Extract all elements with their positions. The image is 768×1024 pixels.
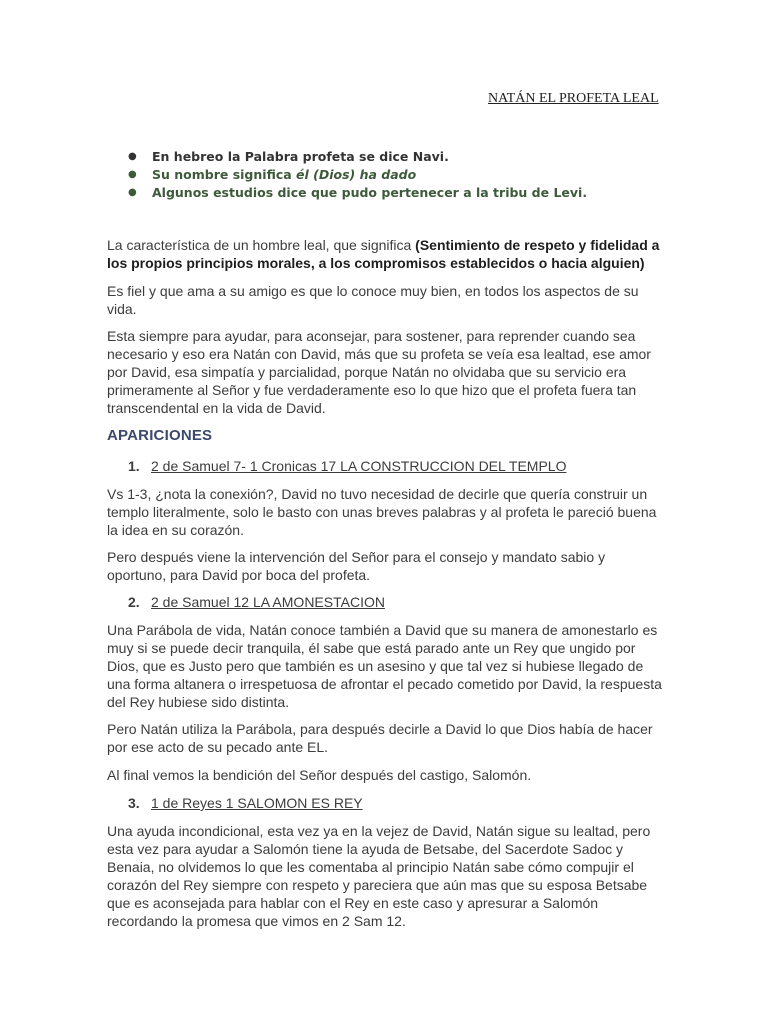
bullet-dot-icon: ● <box>128 187 137 198</box>
item-number: 3. <box>128 795 140 811</box>
numbered-item-1 <box>128 457 566 475</box>
item-2-paragraph-3: Al final vemos la bendición del Señor después del castigo, Salomón. <box>107 767 532 783</box>
section-heading: APARICIONES <box>107 427 213 444</box>
item-number: 1. <box>128 458 140 474</box>
bullet-text: Su nombre significa <box>152 167 297 182</box>
bullet-item <box>128 184 587 202</box>
bullet-text: En hebreo la Palabra profeta se dice Navi. <box>152 149 449 164</box>
item-1-paragraph-1: Vs 1-3, ¿nota la conexión?, David no tuvo necesidad de decirle que quería construir un templo literalmente, solo le basto con unas breves palabras y al profeta le pareció buena la idea en su corazón. <box>107 486 657 538</box>
item-label: 1 de Reyes 1 SALOMON ES REY <box>151 795 363 811</box>
bullet-list <box>128 148 587 202</box>
bullet-text: Algunos estudios dice que pudo pertenecer a la tribu de Levi. <box>152 185 588 200</box>
bullet-dot-icon: ● <box>128 169 137 180</box>
item-3-paragraph-1: Una ayuda incondicional, esta vez ya en la vejez de David, Natán sigue su lealtad, pero esta vez para ayudar a Salomón tiene la ayuda de Betsabe, del Sacerdote Sadoc y Benaia, no olvidemos lo que les comentaba al principio Natán sabe cómo compujir el corazón del Rey siempre con respeto y pareciera que aún mas que su esposa Betsabe que es aconsejada para hablar con el Rey en este caso y apresurar a Salomón recordando la promesa que vimos en 2 Sam 12. <box>107 823 651 929</box>
item-2-paragraph-2: Pero Natán utiliza la Parábola, para después decirle a David lo que Dios había de hacer por ese acto de su pecado ante EL. <box>107 721 653 755</box>
item-label: 2 de Samuel 7- 1 Cronicas 17 LA CONSTRUCCION DEL TEMPLO <box>151 458 567 474</box>
item-label: 2 de Samuel 12 LA AMONESTACION <box>151 594 385 610</box>
item-number: 2. <box>128 594 140 610</box>
paragraph-loyal-friend: Es fiel y que ama a su amigo es que lo conoce muy bien, en todos los aspectos de su vida. <box>107 283 639 317</box>
numbered-item-3 <box>128 794 363 812</box>
intro-paragraph <box>107 236 667 272</box>
bullet-item <box>128 148 587 166</box>
item-2-paragraph-1: Una Parábola de vida, Natán conoce también a David que su manera de amonestarlo es muy si se puede decir tranquila, él sabe que está parado ante un Rey que ungido por Dios, que es Justo pero que también es un asesino y que tal vez si hubiese llegado de una forma altanera o irrespetuosa de afrontar el pecado cometido por David, la respuesta del Rey hubiese sido distinta. <box>107 622 662 710</box>
bullet-emphasis: él (Dios) ha dado <box>296 167 417 182</box>
intro-bold: (Sentimiento de respeto y fidelidad a los propios principios morales, a los compromisos establecidos o hacia alguien) <box>107 237 660 271</box>
item-1-paragraph-2: Pero después viene la intervención del Señor para el consejo y mandato sabio y oportuno, para David por boca del profeta. <box>107 549 606 583</box>
bullet-dot-icon: ● <box>128 151 137 162</box>
intro-normal: La característica de un hombre leal, que significa <box>107 237 416 253</box>
numbered-item-2 <box>128 593 385 611</box>
document-title: NATÁN EL PROFETA LEAL <box>488 91 659 106</box>
bullet-item <box>128 166 587 184</box>
paragraph-always-help: Esta siempre para ayudar, para aconsejar, para sostener, para reprender cuando sea necesario y eso era Natán con David, más que su profeta se veía esa lealtad, ese amor por David, esa simpatía y parcialidad, porque Natán no olvidaba que su servicio era primeramente al Señor y fue verdaderamente eso lo que hizo que el profeta fuera tan transcendental en la vida de David. <box>107 328 651 416</box>
